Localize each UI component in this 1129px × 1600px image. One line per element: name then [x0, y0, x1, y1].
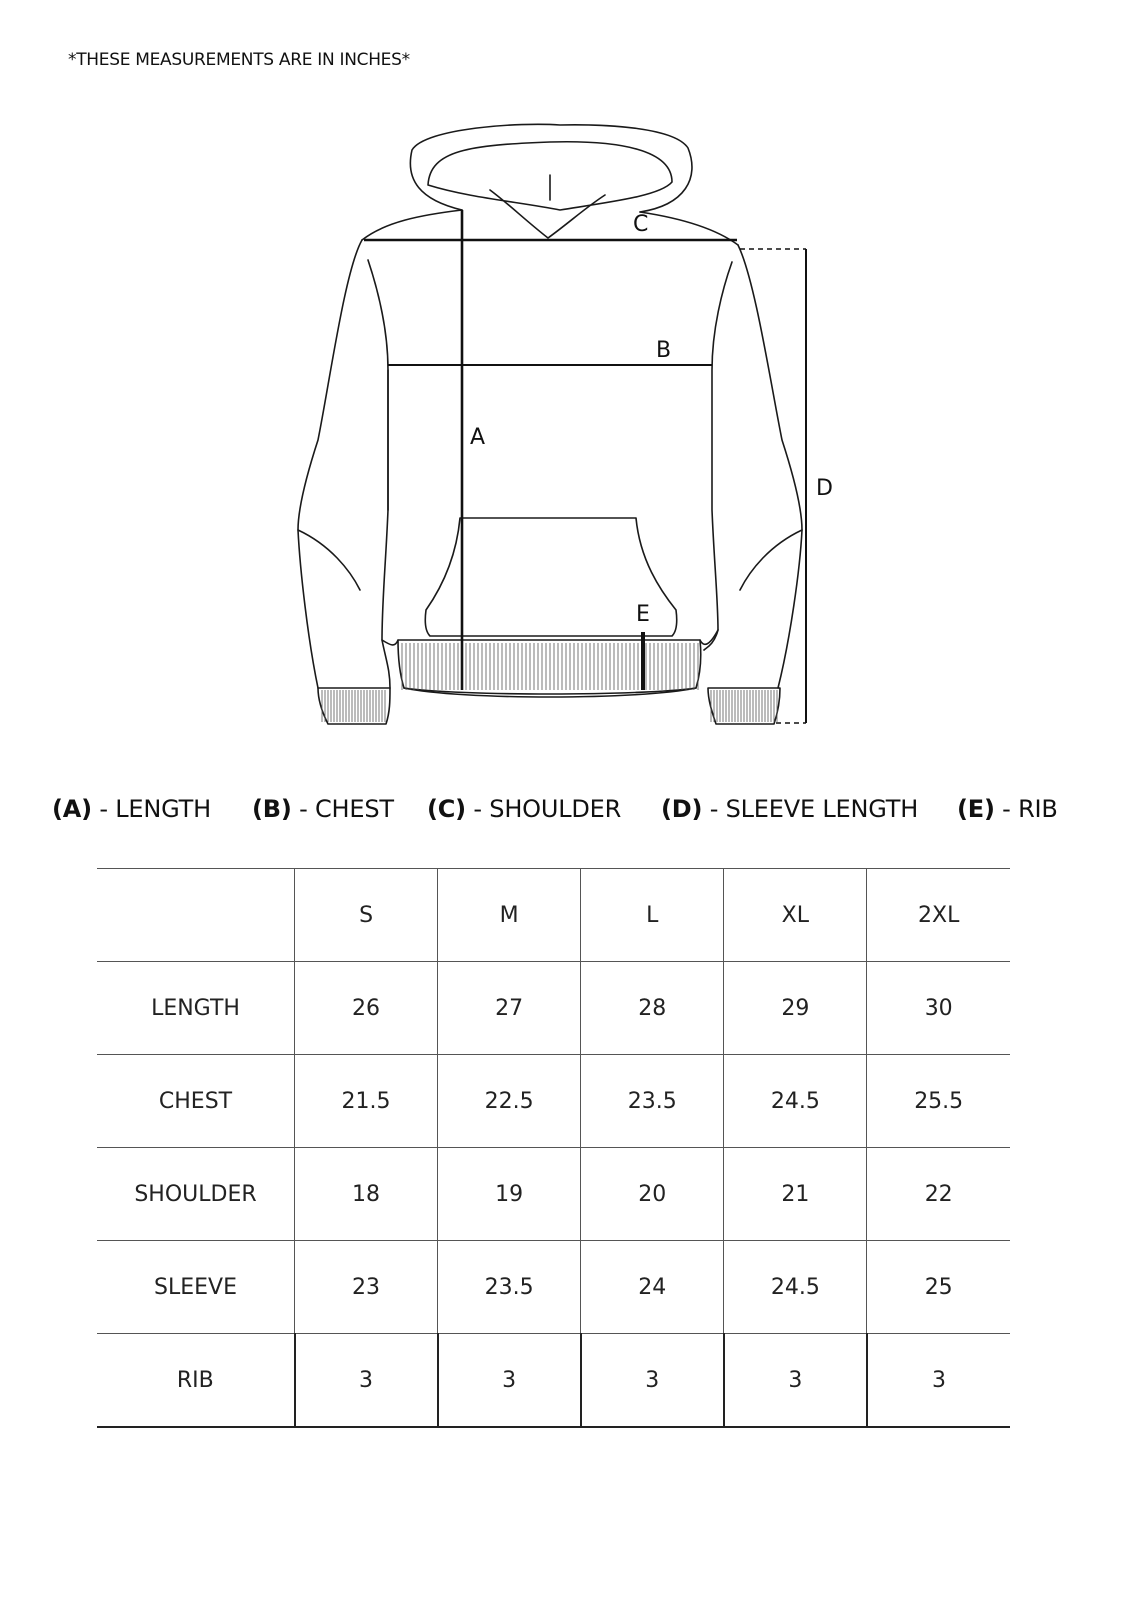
- hood-outer-line: [410, 124, 692, 212]
- row-label: RIB: [97, 1334, 295, 1428]
- legend-item-chest: [252, 795, 394, 823]
- legend-separator: -: [994, 795, 1019, 823]
- header-cell-xl: XL: [724, 869, 867, 962]
- table-cell: 3: [581, 1334, 724, 1428]
- table-cell: 23.5: [581, 1055, 724, 1148]
- table-row-rib: [97, 1334, 1010, 1428]
- legend-item-length: [52, 795, 211, 823]
- hoodie-diagram: [0, 0, 1129, 760]
- legend-separator: -: [291, 795, 315, 823]
- table-cell: 22.5: [438, 1055, 581, 1148]
- table-cell: 3: [295, 1334, 438, 1428]
- table-cell: 24: [581, 1241, 724, 1334]
- legend-code: (A): [52, 795, 92, 823]
- table-row-shoulder: [97, 1148, 1010, 1241]
- legend-code: (B): [252, 795, 292, 823]
- right-sleeve-crease-line: [740, 530, 802, 590]
- table-cell: 3: [438, 1334, 581, 1428]
- measurement-unit-note: *THESE MEASUREMENTS ARE IN INCHES*: [68, 50, 410, 70]
- label-d: D: [816, 476, 833, 501]
- table-cell: 19: [438, 1148, 581, 1241]
- table-cell: 27: [438, 962, 581, 1055]
- legend-separator: -: [702, 795, 726, 823]
- table-cell: 26: [295, 962, 438, 1055]
- row-label: LENGTH: [97, 962, 295, 1055]
- label-e: E: [636, 602, 650, 627]
- row-label: SHOULDER: [97, 1148, 295, 1241]
- left-sleeve-inner-line: [368, 260, 390, 688]
- left-cuff-hatch-lines: [322, 690, 385, 722]
- table-cell: 29: [724, 962, 867, 1055]
- table-cell: 3: [867, 1334, 1010, 1428]
- label-b: B: [656, 338, 672, 363]
- hoodie-outline-drawing: [0, 0, 1129, 760]
- legend-code: (C): [427, 795, 466, 823]
- table-cell: 28: [581, 962, 724, 1055]
- hood-crossover-line: [490, 190, 605, 238]
- table-cell: 22: [867, 1148, 1010, 1241]
- right-sleeve-outer-line: [738, 245, 802, 688]
- legend-name: LENGTH: [115, 795, 211, 823]
- legend-code: (E): [957, 795, 995, 823]
- legend-item-rib: [957, 795, 1058, 823]
- header-cell-s: S: [295, 869, 438, 962]
- header-cell-m: M: [438, 869, 581, 962]
- row-label: CHEST: [97, 1055, 295, 1148]
- table-cell: 24.5: [724, 1241, 867, 1334]
- legend-name: SHOULDER: [489, 795, 622, 823]
- row-label: SLEEVE: [97, 1241, 295, 1334]
- rib-hatch-lines: [402, 643, 698, 690]
- table-cell: 21: [724, 1148, 867, 1241]
- legend-separator: -: [465, 795, 490, 823]
- legend-code: (D): [661, 795, 703, 823]
- table-cell: 20: [581, 1148, 724, 1241]
- left-sleeve-crease-line: [298, 530, 360, 590]
- left-sleeve-outer-line: [298, 240, 362, 688]
- legend-item-sleeve-length: [661, 795, 918, 823]
- table-cell: 25: [867, 1241, 1010, 1334]
- table-cell: 25.5: [867, 1055, 1010, 1148]
- header-cell-2xl: 2XL: [867, 869, 1010, 962]
- label-c: C: [633, 212, 649, 237]
- legend-item-shoulder: [427, 795, 621, 823]
- table-cell: 23: [295, 1241, 438, 1334]
- header-cell-l: L: [581, 869, 724, 962]
- table-row-sleeve: [97, 1241, 1010, 1334]
- table-cell: 24.5: [724, 1055, 867, 1148]
- table-cell: 3: [724, 1334, 867, 1428]
- table-cell: 18: [295, 1148, 438, 1241]
- right-cuff-hatch-lines: [711, 690, 777, 722]
- left-shoulder-line: [362, 210, 462, 240]
- right-sleeve-inner-line: [704, 262, 732, 650]
- legend-name: SLEEVE LENGTH: [725, 795, 919, 823]
- legend-name: CHEST: [314, 795, 394, 823]
- waist-seam-line: [382, 630, 718, 645]
- table-cell: 30: [867, 962, 1010, 1055]
- rib-hem-shape: [398, 640, 701, 694]
- table-cell: 21.5: [295, 1055, 438, 1148]
- legend-separator: -: [91, 795, 116, 823]
- table-row-length: [97, 962, 1010, 1055]
- table-header-row: [97, 869, 1010, 962]
- size-chart-table: [97, 868, 1010, 1428]
- header-cell-empty: [97, 869, 295, 962]
- table-cell: 23.5: [438, 1241, 581, 1334]
- legend-name: RIB: [1018, 795, 1058, 823]
- table-row-chest: [97, 1055, 1010, 1148]
- label-a: A: [470, 425, 486, 450]
